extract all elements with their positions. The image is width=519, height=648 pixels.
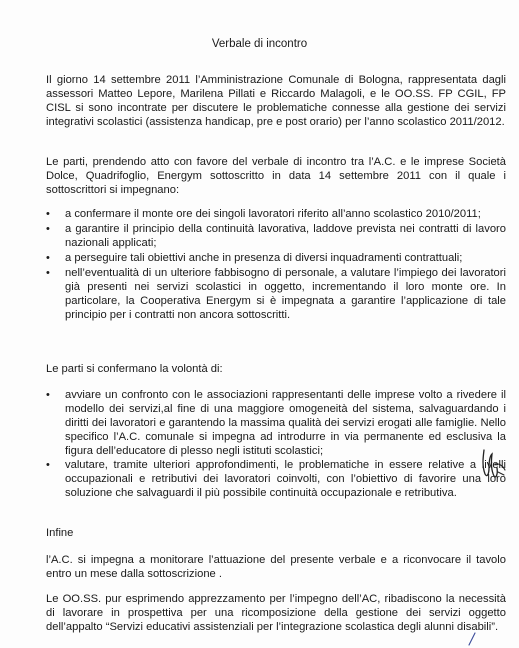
list-item	[46, 388, 506, 458]
paragraph-monitoring: l’A.C. si impegna a monitorare l’attuazione del presente verbale e a riconvocare il tavolo entro un mese dalla sottoscrizione .	[46, 554, 506, 580]
bullet-icon: •	[46, 208, 50, 220]
list-item-text: valutare, tramite ulteriori approfondimenti, le problematiche in essere relative a livelli occupazionali e retributivi dei lavoratori coinvolti, con l’obiettivo di favorire una loro soluzione che salvaguardi il più possibile continuità occupazionale e retributiva.	[65, 459, 506, 499]
list-item-text: a confermare il monte ore dei singoli lavoratori riferito all’anno scolastico 2010/2011;	[65, 208, 481, 220]
list-item	[46, 458, 506, 500]
list-item	[46, 251, 506, 265]
list-item	[46, 266, 506, 322]
bullet-icon: •	[46, 223, 50, 235]
list-item-text: a garantire il principio della continuità lavorativa, laddove prevista nei contratti di lavoro nazionali applicati;	[65, 223, 506, 249]
document-title: Verbale di incontro	[211, 38, 308, 50]
handwritten-initials-icon	[478, 444, 508, 484]
bullet-icon: •	[46, 459, 50, 471]
paragraph-parties-will: Le parti si confermano la volontà di:	[46, 363, 223, 375]
list-item-text: a perseguire tali obiettivi anche in presenza di diversi inquadramenti contrattuali;	[65, 252, 463, 264]
bullet-icon: •	[46, 252, 50, 264]
paragraph-parties-commitment: Le parti, prendendo atto con favore del verbale di incontro tra l’A.C. e le imprese Società Dolce, Quadrifoglio, Energym sottoscritto in data 14 settembre 2011 con il quale i sottoscrittori si impegnano:	[46, 156, 506, 196]
intentions-list	[46, 388, 506, 500]
list-item	[46, 207, 506, 221]
paragraph-meeting-intro: Il giorno 14 settembre 2011 l’Amministrazione Comunale di Bologna, rappresentata dagli assessori Matteo Lepore, Marilena Pillati e Riccardo Malagoli, e le OO.SS. FP CGIL, FP CISL si sono incontrate per discutere le problematiche connesse alla gestione dei servizi integrativi scolastici (assistenza handicap, pre e post orario) per l’anno scolastico 2011/2012.	[46, 74, 506, 128]
list-item-text: avviare un confronto con le associazioni rappresentanti delle imprese volto a rivedere il modello dei servizi,al fine di una maggiore omogeneità del sistema, salvaguardando i diritti dei lavoratori e garantendo la massima qualità dei servizi erogati alle famiglie. Nello specifico l’A.C. comunale si impegna ad introdurre in via permanente ed esclusiva la figura dell’educatore di plesso negli istituti scolastici;	[65, 389, 506, 457]
list-item	[46, 222, 506, 250]
paragraph-unions-position: Le OO.SS. pur esprimendo apprezzamento per l’impegno dell’AC, ribadiscono la necessità di lavorare in prospettiva per una ricomposizione della gestione dei servizi oggetto dell’appalto “Servizi educativi assistenziali per l’integrazione scolastica degli alunni disabili”.	[46, 593, 506, 633]
list-item-text: nell’eventualità di un ulteriore fabbisogno di personale, a valutare l’impiego dei lavoratori già presenti nei servizi scolastici in oggetto, incrementando il loro monte ore. In particolare, la Cooperativa Energym si è impegnata a garantire l’applicazione di tale principio per i contratti non ancora sottoscritti.	[65, 267, 506, 321]
commitments-list	[46, 207, 506, 322]
paragraph-infine: Infine	[46, 527, 74, 539]
bullet-icon: •	[46, 267, 50, 279]
bullet-icon: •	[46, 389, 50, 401]
pen-stroke-mark-icon	[466, 632, 478, 646]
